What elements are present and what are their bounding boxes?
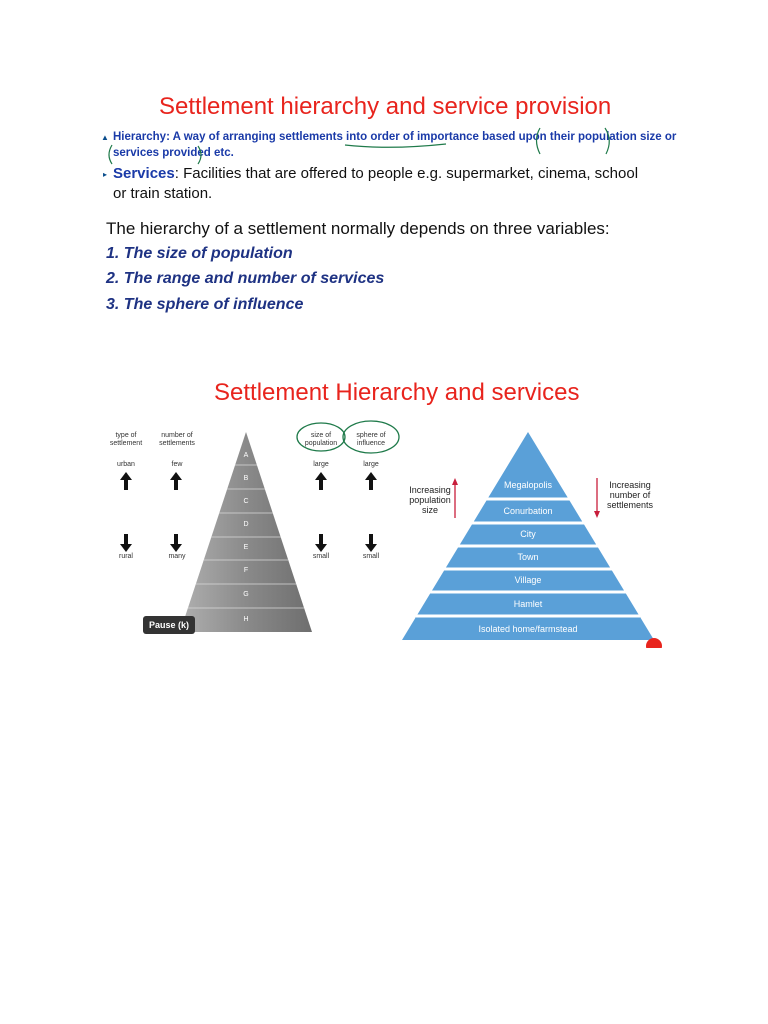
level-E: E [243,544,249,551]
left-pyramid-diagram [100,420,400,640]
top-value-size: large [313,461,329,468]
increasing-settlements-label: Increasing number of settlements [606,480,654,510]
col-header-type: type of settlement [109,432,143,447]
green-circle-size [297,423,345,451]
level-megalopolis: Megalopolis [503,480,553,490]
bullet-icon: ▸ [103,170,108,179]
bottom-value-type: rural [118,553,133,560]
col-header-size: size of population [304,432,338,447]
hierarchy-def-line2: services provided etc. [113,147,234,159]
col-header-number: number of settlements [159,432,195,447]
variable-2: 2. The range and number of services [106,270,385,287]
section-title: Settlement Hierarchy and services [214,379,580,406]
grey-pyramid [180,432,312,632]
level-C: C [243,498,249,505]
level-F: F [243,567,249,574]
annotation-layer [0,0,768,200]
bottom-value-sphere: small [362,553,380,560]
level-B: B [243,475,249,482]
bullet-icon: ▲ [101,133,109,142]
level-town: Town [517,552,539,562]
page-title: Settlement hierarchy and service provision [159,93,612,120]
top-value-number: few [171,461,183,468]
green-circle-sphere [343,421,399,453]
intro-text: The hierarchy of a settlement normally depends on three variables: [106,219,610,238]
level-G: G [243,591,249,598]
services-def-line1: : Facilities that are offered to people e.g. supermarket, cinema, school [174,165,639,182]
hierarchy-def-line1: : A way of arranging settlements into order of importance based upon their population size or [166,131,677,143]
level-hamlet: Hamlet [513,599,543,609]
variable-1: 1. The size of population [106,245,293,262]
increasing-population-label: Increasing population size [409,485,451,515]
bottom-value-number: many [168,553,186,560]
level-H: H [243,616,249,623]
level-city: City [520,529,536,539]
services-def-line2: or train station. [113,185,213,202]
hierarchy-term: Hierarchy [113,131,167,143]
variable-3: 3. The sphere of influence [106,296,304,313]
right-pyramid-diagram [400,428,670,648]
top-value-type: urban [117,461,135,468]
top-value-sphere: large [363,461,379,468]
pause-button[interactable]: Pause (k) [143,616,195,634]
level-isolated-home: Isolated home/farmstead [478,624,578,634]
level-A: A [243,452,249,459]
level-conurbation: Conurbation [503,506,553,516]
col-header-sphere: sphere of influence [356,432,386,447]
bottom-value-size: small [312,553,330,560]
level-village: Village [514,575,542,585]
level-D: D [243,521,249,528]
services-term: Services [113,165,175,182]
